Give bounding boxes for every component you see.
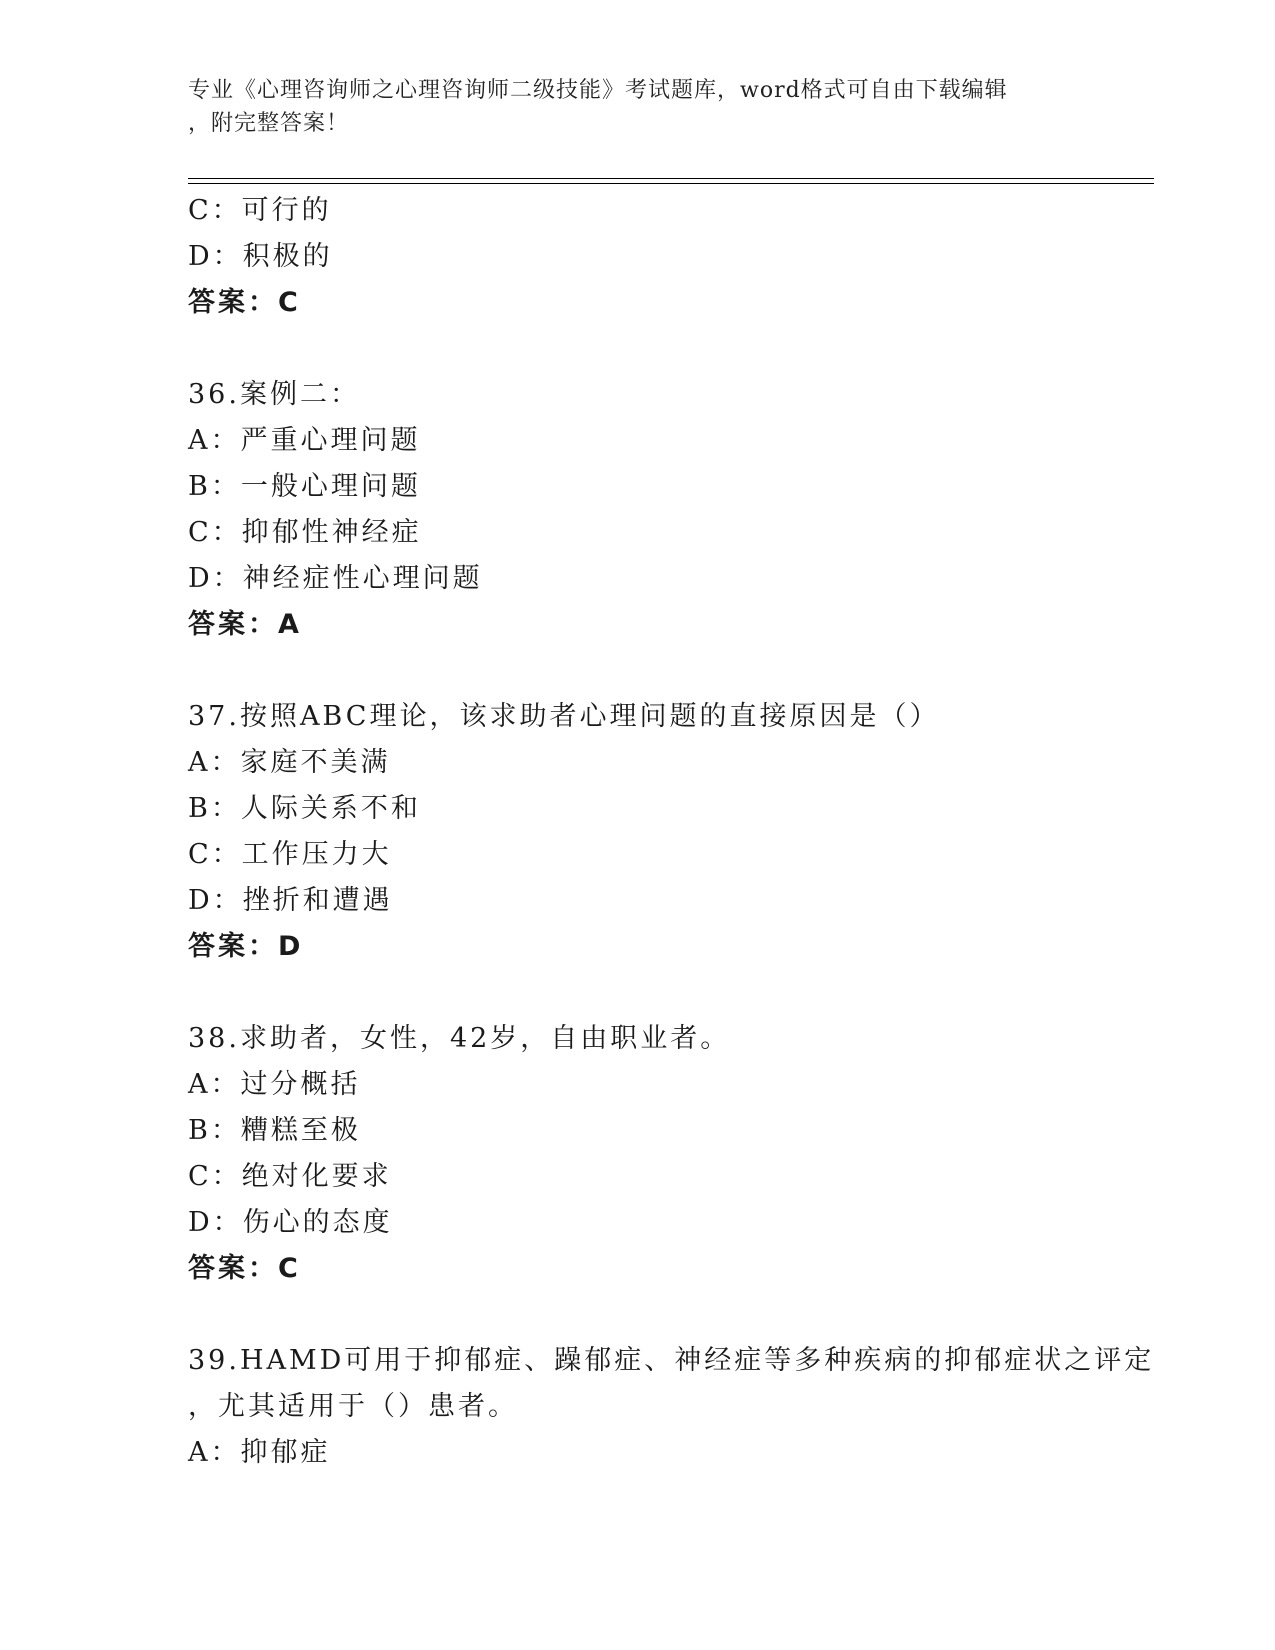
answer-option: C：可行的 [188, 195, 332, 226]
question-stem [188, 1016, 1148, 1062]
header-line-1: 专业《心理咨询师之心理咨询师二级技能》考试题库，word格式可自由下载编辑 [188, 78, 1008, 103]
question-stem [188, 372, 1148, 418]
answer-option: C：工作压力大 [188, 839, 392, 870]
answer-key: 答案：A [188, 609, 302, 640]
question-list [188, 188, 1155, 1476]
answer-key: 答案：D [188, 931, 304, 962]
header-divider-top [188, 178, 1154, 179]
header-divider-bottom [188, 183, 1154, 184]
answer-option: A：过分概括 [188, 1069, 361, 1100]
answer-option: A：家庭不美满 [188, 747, 391, 778]
question-text-line: ，尤其适用于（）患者。 [188, 1391, 518, 1422]
answer-option: B：糟糕至极 [188, 1115, 361, 1146]
question-stem [188, 1338, 1155, 1430]
spacer [188, 1292, 1148, 1338]
question-stem [188, 694, 1148, 740]
question-text-line: 39.HAMD可用于抑郁症、躁郁症、神经症等多种疾病的抑郁症状之评定 [188, 1345, 1155, 1376]
header-line-2: ，附完整答案！ [188, 111, 350, 136]
question-text-line: 36.案例二： [188, 379, 360, 410]
spacer [188, 326, 1148, 372]
question-text-line: 37.按照ABC理论，该求助者心理问题的直接原因是（） [188, 701, 940, 732]
spacer [188, 648, 1148, 694]
answer-option: D：挫折和遭遇 [188, 885, 393, 916]
answer-option: C：抑郁性神经症 [188, 517, 422, 548]
document-header [188, 74, 1088, 140]
answer-key: 答案：C [188, 287, 301, 318]
answer-option: D：积极的 [188, 241, 333, 272]
question-text-line: 38.求助者，女性，42岁，自由职业者。 [188, 1023, 731, 1054]
answer-key: 答案：C [188, 1253, 301, 1284]
answer-option: D：伤心的态度 [188, 1207, 393, 1238]
answer-option: A：抑郁症 [188, 1437, 331, 1468]
answer-option: B：人际关系不和 [188, 793, 421, 824]
spacer [188, 970, 1148, 1016]
answer-option: B：一般心理问题 [188, 471, 421, 502]
answer-option: D：神经症性心理问题 [188, 563, 483, 594]
answer-option: A：严重心理问题 [188, 425, 421, 456]
answer-option: C：绝对化要求 [188, 1161, 392, 1192]
